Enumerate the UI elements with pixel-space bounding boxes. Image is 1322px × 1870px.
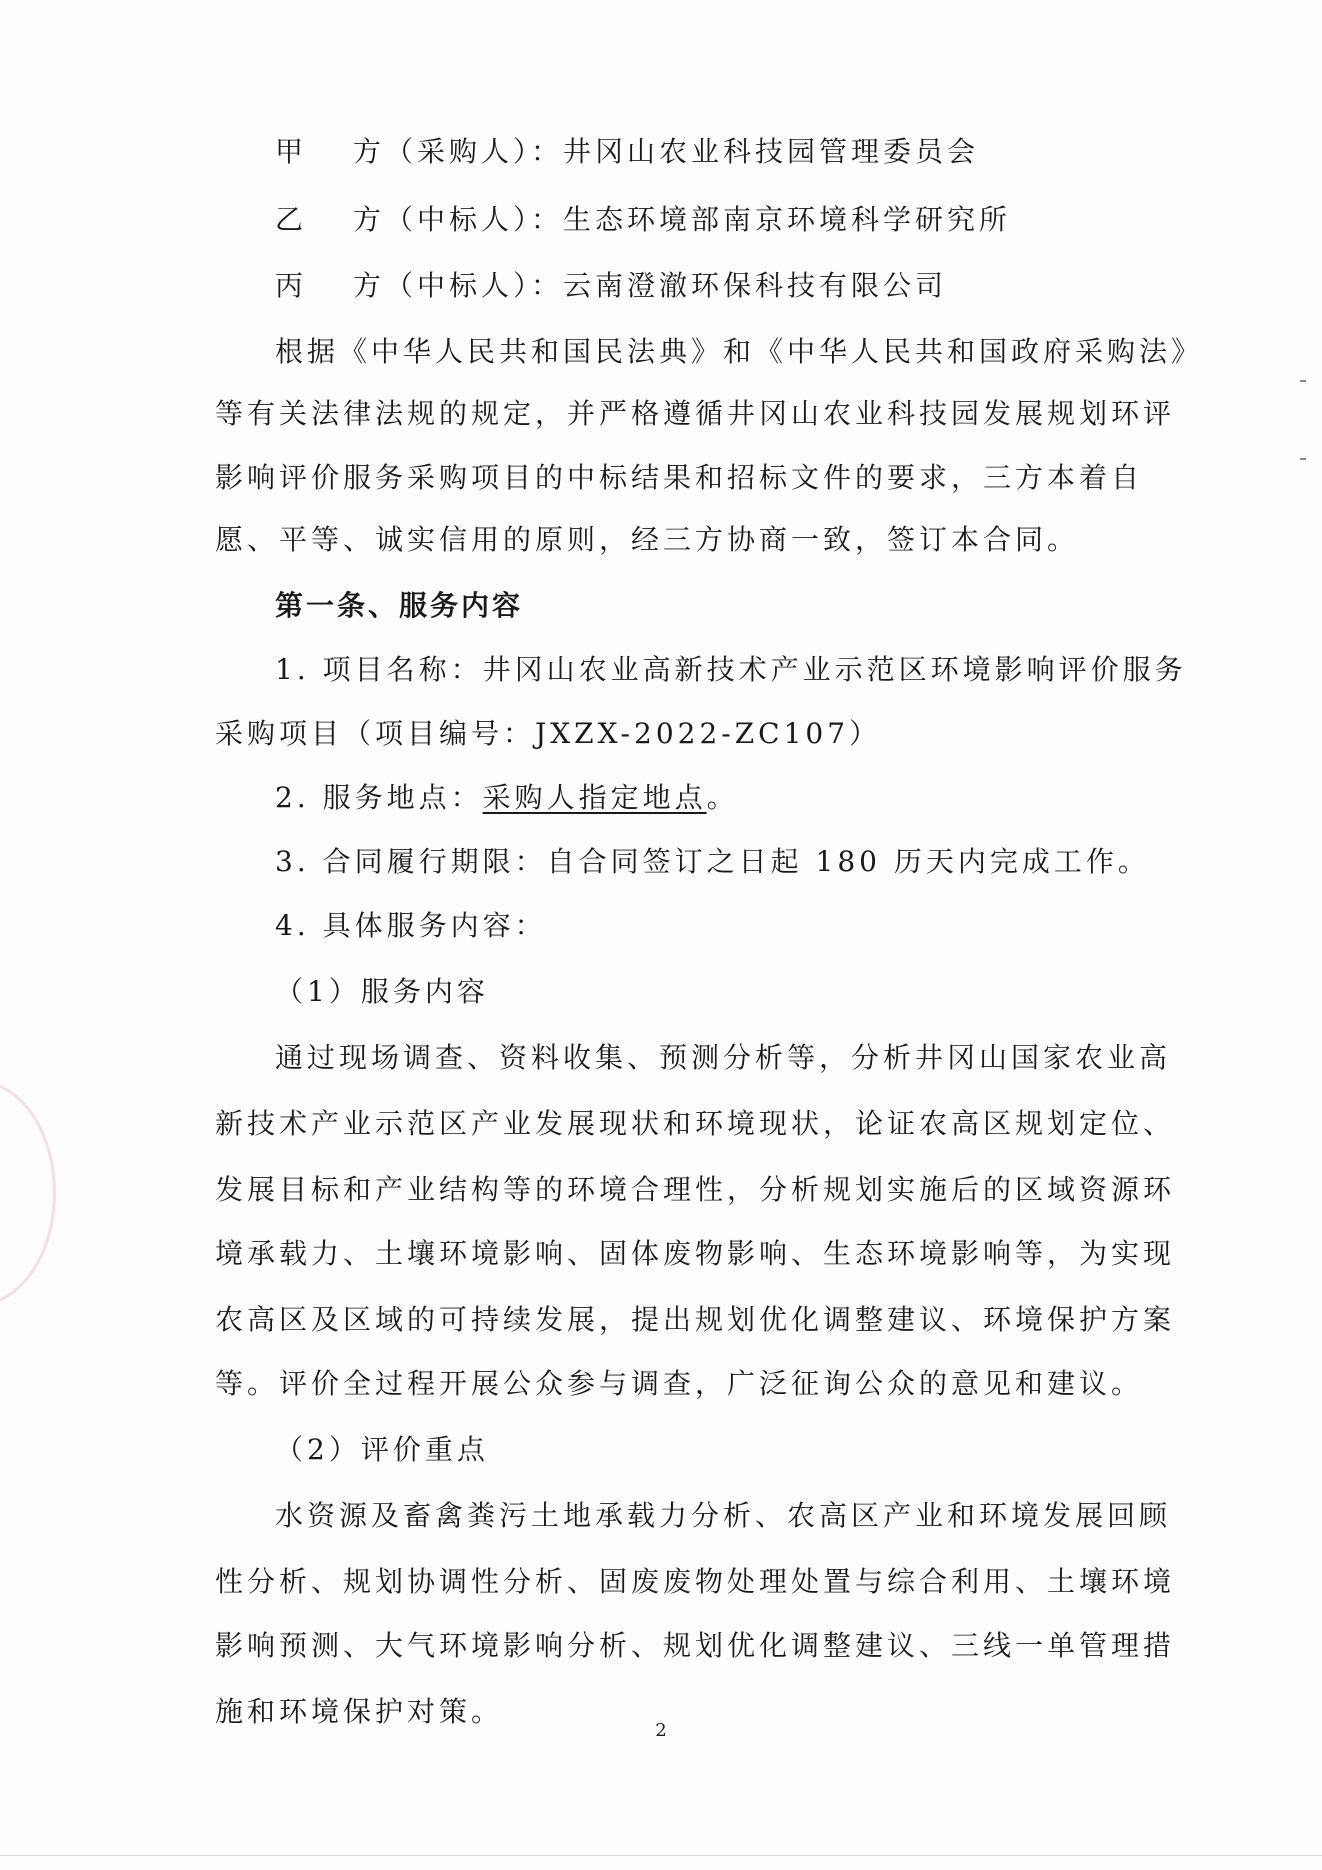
sub1-line: 农高区及区域的可持续发展，提出规划优化调整建议、环境保护方案 — [215, 1303, 1176, 1336]
sub2-line: 影响预测、大气环境影响分析、规划优化调整建议、三线一单管理措 — [215, 1629, 1176, 1662]
intro-line: 愿、平等、诚实信用的原则，经三方协商一致，签订本合同。 — [215, 523, 1080, 556]
intro-line: 等有关法律法规的规定，并严格遵循井冈山农业科技园发展规划环评 — [215, 397, 1176, 430]
page-bottom-edge — [0, 1855, 1322, 1856]
party-c-role: 丙 — [275, 269, 308, 302]
item2-line — [275, 776, 739, 816]
party-a-label: 方（采购人）：井冈山农业科技园管理委员会 — [353, 135, 980, 168]
scan-mark — [1300, 458, 1306, 460]
item2-value: 采购人指定地点 — [482, 781, 707, 814]
sub1-line: 发展目标和产业结构等的环境合理性，分析规划实施后的区域资源环 — [215, 1173, 1176, 1206]
party-b-role: 乙 — [275, 203, 308, 236]
party-c-label: 方（中标人）：云南澄澈环保科技有限公司 — [353, 269, 948, 302]
item2-suffix: 。 — [706, 781, 739, 814]
article-heading: 第一条、服务内容 — [275, 589, 524, 622]
sub2-line: 水资源及畜禽粪污土地承载力分析、农高区产业和环境发展回顾 — [275, 1499, 1172, 1532]
item4-line: 4. 具体服务内容： — [275, 909, 547, 942]
party-b-label: 方（中标人）：生态环境部南京环境科学研究所 — [353, 203, 1012, 236]
item1-line: 采购项目（项目编号：JXZX-2022-ZC107） — [215, 717, 882, 750]
sub1-line: 境承载力、土壤环境影响、固体废物影响、生态环境影响等，为实现 — [215, 1237, 1176, 1270]
item3-line: 3. 合同履行期限：自合同签订之日起 180 历天内完成工作。 — [275, 845, 1150, 878]
sub1-line: 通过现场调查、资料收集、预测分析等，分析井冈山国家农业高 — [275, 1041, 1172, 1074]
sub2-line: 性分析、规划协调性分析、固废废物处理处置与综合利用、土壤环境 — [215, 1565, 1176, 1598]
party-b-line — [275, 198, 1011, 238]
party-a-role: 甲 — [275, 135, 308, 168]
item2-prefix: 2. 服务地点： — [275, 781, 483, 814]
sub2-line: 施和环境保护对策。 — [215, 1695, 504, 1728]
item1-line: 1. 项目名称：井冈山农业高新技术产业示范区环境影响评价服务 — [275, 653, 1187, 686]
sub1-line: 新技术产业示范区产业发展现状和环境现状，论证农高区规划定位、 — [215, 1107, 1176, 1140]
page-number: 2 — [655, 1720, 667, 1741]
intro-line: 影响评价服务采购项目的中标结果和招标文件的要求，三方本着自 — [215, 461, 1144, 494]
party-c-line — [275, 264, 947, 304]
seal-stamp-edge — [0, 1080, 56, 1306]
intro-line: 根据《中华人民共和国民法典》和《中华人民共和国政府采购法》 — [275, 335, 1204, 368]
scan-mark — [1300, 380, 1306, 382]
party-a-line — [275, 130, 979, 170]
sub1-heading: （1）服务内容 — [275, 975, 489, 1008]
sub2-heading: （2）评价重点 — [275, 1433, 489, 1466]
sub1-line: 等。评价全过程开展公众参与调查，广泛征询公众的意见和建议。 — [215, 1367, 1144, 1400]
